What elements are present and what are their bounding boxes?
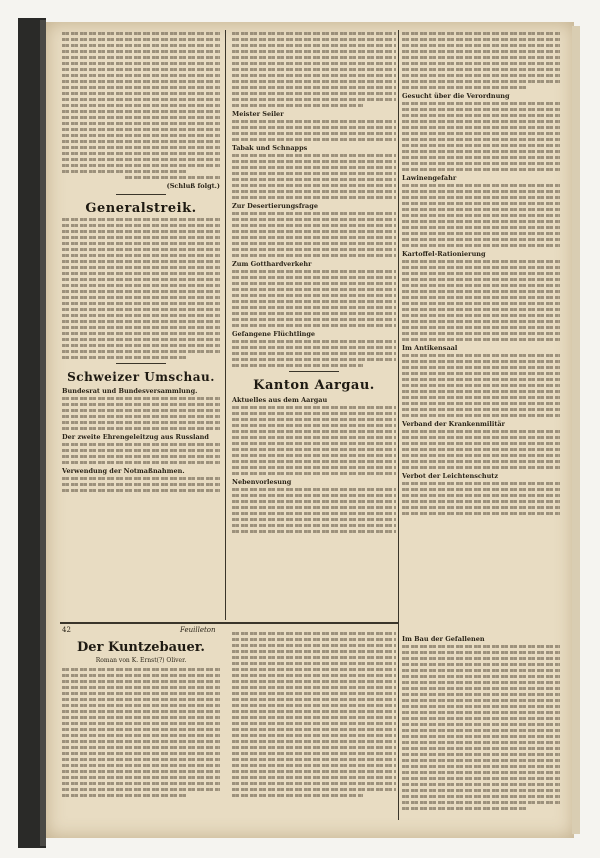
- col1-subhead: Bundesrat und Bundesversammlung.: [62, 387, 198, 395]
- col3-subhead: Lawinengefahr: [402, 174, 457, 182]
- col3-subhead: Verband der Krankenmilitär: [402, 420, 505, 428]
- col2-subhead: Gefangene Flüchtlinge: [232, 330, 316, 338]
- column-2: [232, 32, 396, 617]
- col2-subhead: Nebenvorlesung: [232, 478, 292, 486]
- feuilleton-column-2: [232, 632, 396, 832]
- story-subtitle: Roman von K. Ernst(?) Oliver.: [95, 657, 187, 664]
- section-label: Feuilleton: [180, 626, 216, 634]
- heading-generalstreik: Generalstreik.: [85, 201, 197, 216]
- divider: [116, 363, 166, 364]
- col1-subhead: Verwendung der Notmaßnahmen.: [62, 467, 185, 475]
- column-rule-right: [398, 30, 399, 820]
- col1-subhead: Der zweite Ehrengeleitzug aus Russland: [62, 433, 209, 441]
- divider: [289, 371, 339, 372]
- heading-schweizer-umschau: Schweizer Umschau.: [67, 370, 215, 384]
- divider: [116, 194, 166, 195]
- story-title: Der Kuntzebauer.: [77, 640, 205, 655]
- col2-subhead: Aktuelles aus dem Aargau: [232, 396, 328, 404]
- column-3-lower: [402, 632, 560, 832]
- feuilleton-rule: [60, 622, 398, 624]
- page-edge: [572, 26, 580, 834]
- column-rule-left: [225, 30, 226, 620]
- column-3: [402, 32, 560, 627]
- feuilleton-column-1: [62, 668, 220, 833]
- heading-kanton-aargau: Kanton Aargau.: [253, 378, 375, 393]
- col1-signature: (Schluß folgt.): [166, 182, 220, 190]
- col3-subhead: Verbot der Leichtenschutz: [402, 472, 499, 480]
- col2-subhead: Zur Desertierungsfrage: [232, 202, 318, 210]
- col2-subhead: Tabak und Schnapps: [232, 144, 308, 152]
- col3-subhead: Kartoffel-Rationierung: [402, 250, 486, 258]
- col2-subhead: Meister Seiler: [232, 110, 284, 118]
- col3-subhead: Gesucht über die Verordnung: [402, 92, 510, 100]
- page-number: 42: [62, 626, 71, 634]
- column-1: [62, 32, 220, 607]
- col2-subhead: Zum Gotthardverkehr: [232, 260, 312, 268]
- col3-subhead: Im Antikensaal: [402, 344, 458, 352]
- col3-subhead: Im Bau der Gefallenen: [402, 635, 485, 643]
